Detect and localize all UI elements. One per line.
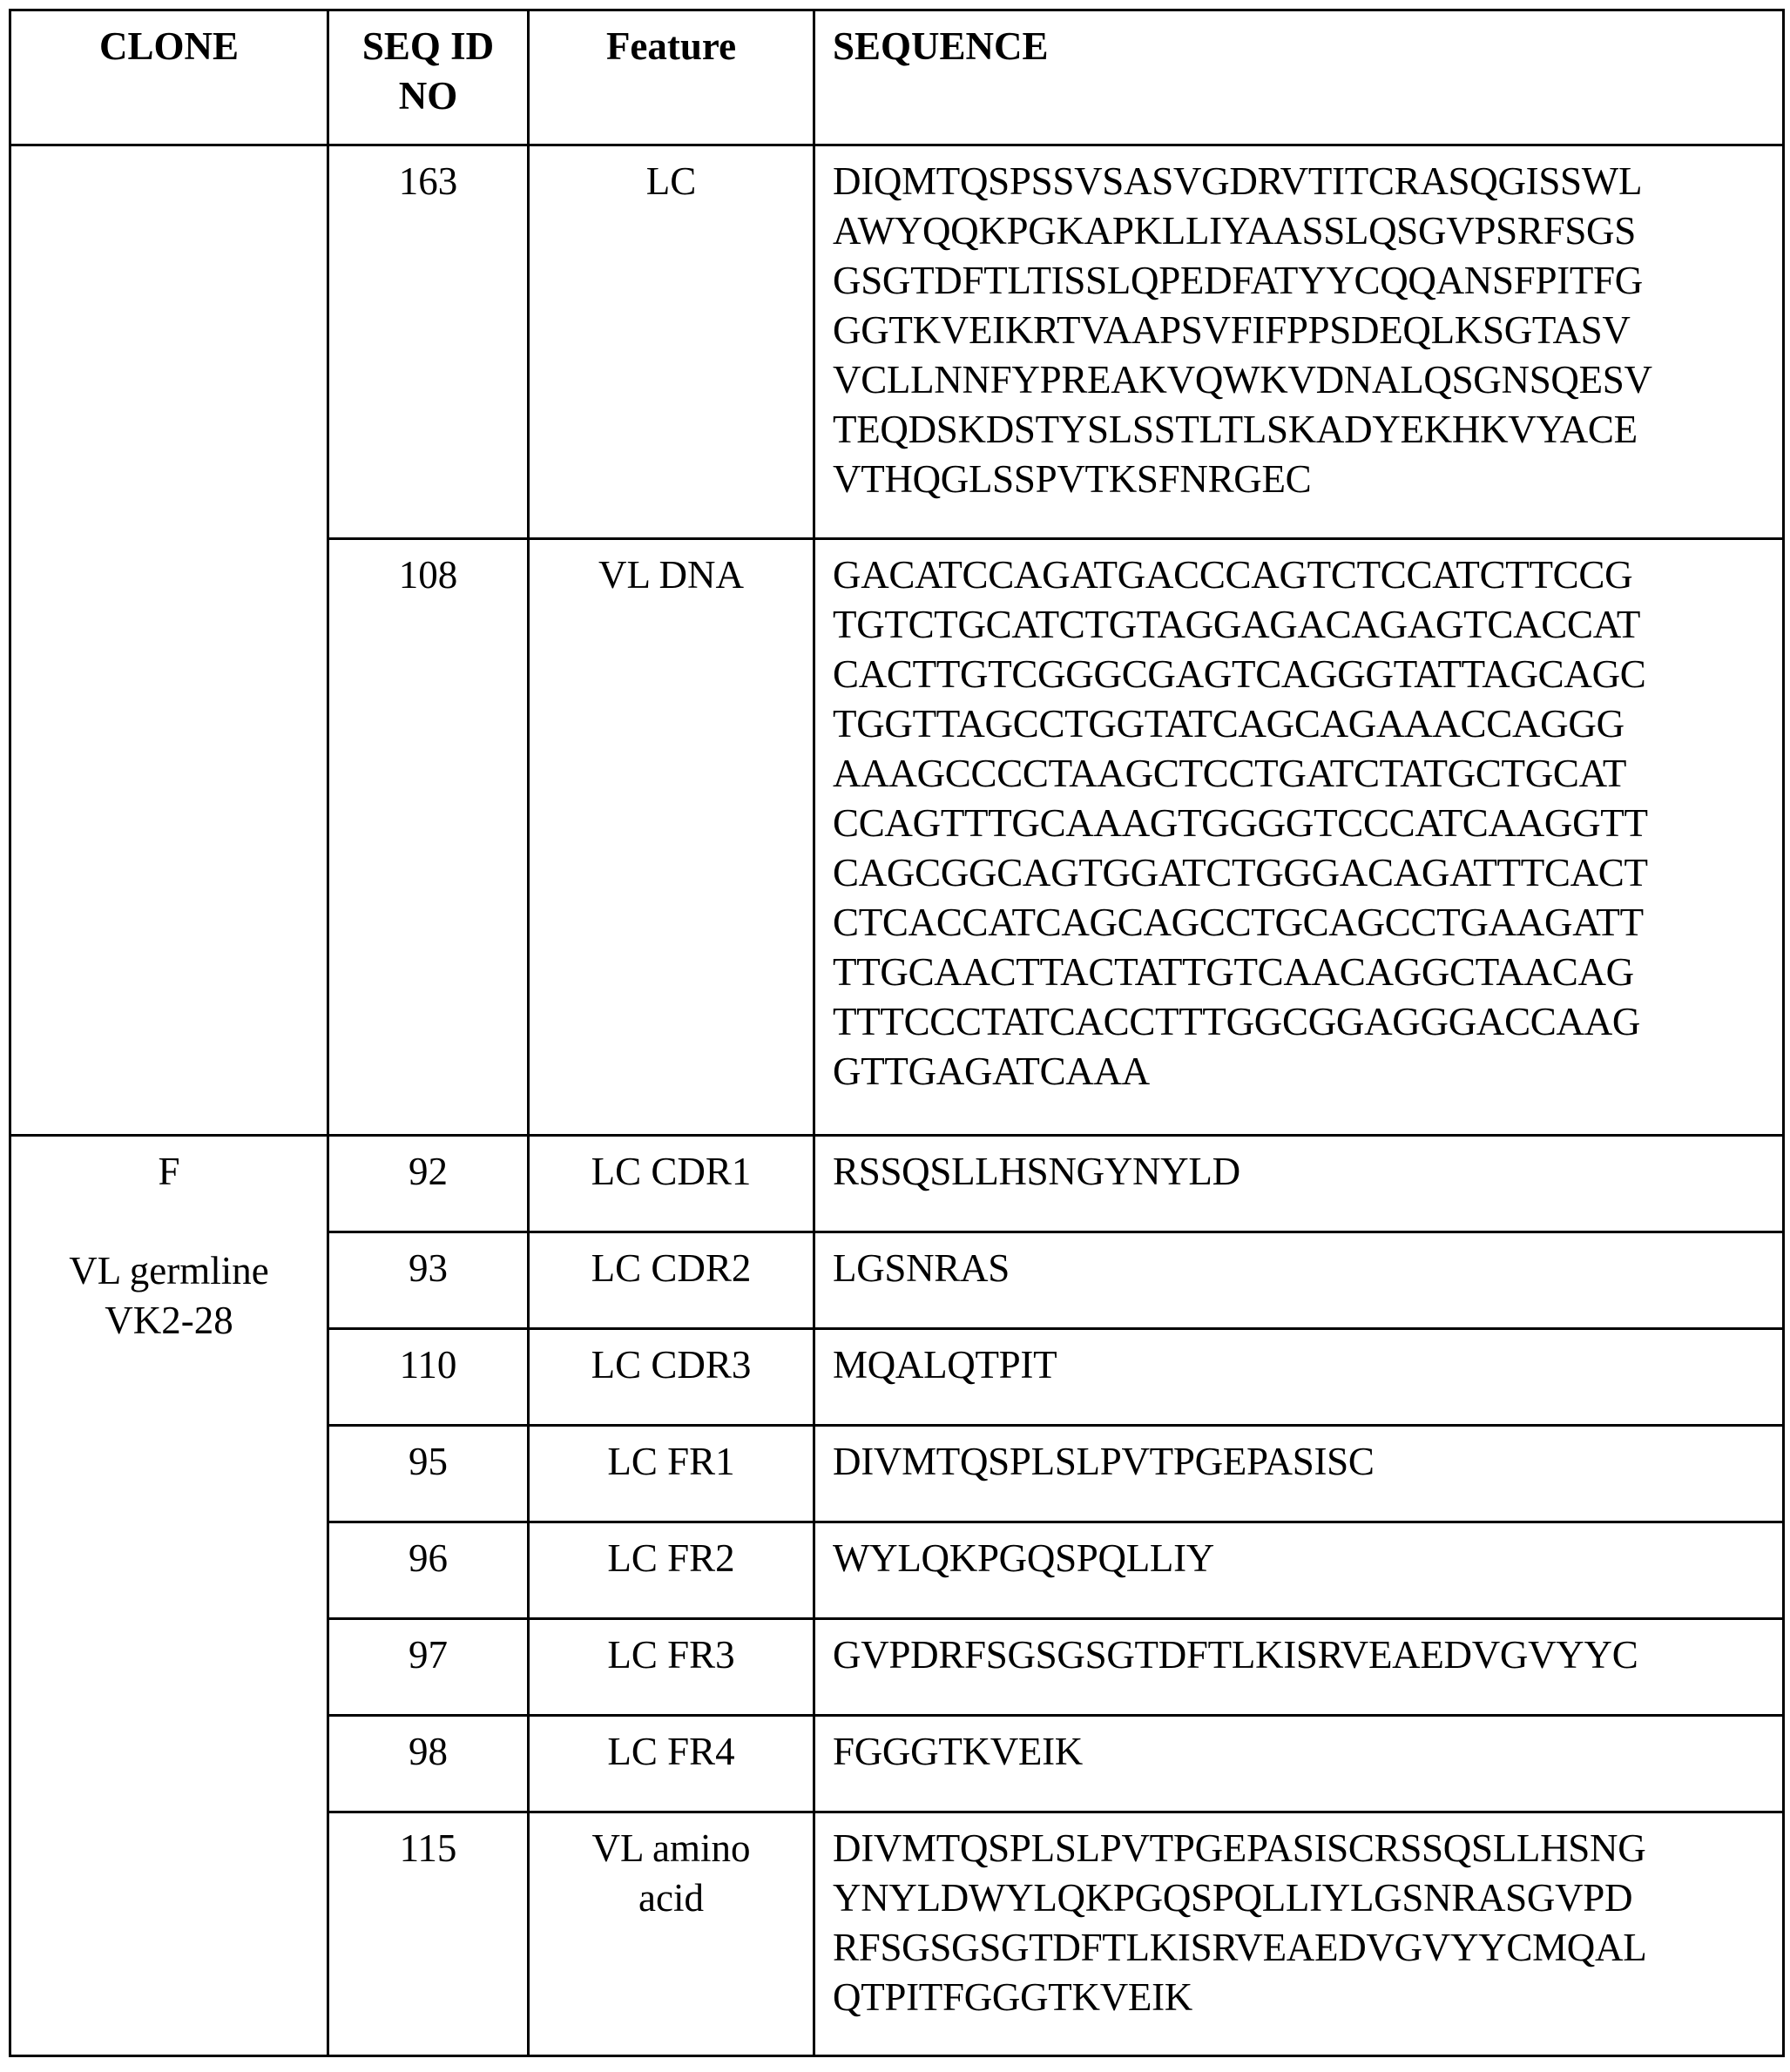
table-row [10,145,1784,539]
header-seq-id: SEQ ID NO [328,10,529,145]
sequence-line: CTCACCATCAGCAGCCTGCAGCCTGAAGATT [833,901,1644,944]
sequence-line: VTHQGLSSPVTKSFNRGEC [833,457,1312,501]
seq-id-cell: 97 [328,1619,529,1716]
feature-line: VL amino [591,1826,751,1870]
seq-id-cell: 96 [328,1522,529,1619]
feature-cell: LC CDR1 [529,1136,814,1232]
header-clone: CLONE [10,10,328,145]
clone-name: F [158,1150,180,1193]
seq-id-cell: 108 [328,539,529,1136]
feature-cell: LC FR1 [529,1426,814,1522]
clone-germline-id: VK2-28 [105,1299,233,1342]
clone-cell-f [10,1136,328,2056]
sequence-line: GTTGAGATCAAA [833,1049,1150,1093]
feature-cell: LC FR2 [529,1522,814,1619]
seq-id-cell: 95 [328,1426,529,1522]
table-row [10,1136,1784,1232]
sequence-cell: GVPDRFSGSGSGTDFTLKISRVEAEDVGVYYC [814,1619,1784,1716]
sequence-cell: LGSNRAS [814,1232,1784,1329]
seq-id-cell: 110 [328,1329,529,1426]
clone-germline: VL germline [69,1249,269,1292]
sequence-cell [814,539,1784,1136]
sequence-line: TTGCAACTTACTATTGTCAACAGGCTAACAG [833,950,1634,994]
sequence-line: CAGCGGCAGTGGATCTGGGACAGATTTCACT [833,851,1648,894]
feature-cell [529,1812,814,2056]
sequence-line: QTPITFGGGTKVEIK [833,1975,1192,2019]
header-sequence: SEQUENCE [814,10,1784,145]
clone-cell-empty [10,145,328,1136]
sequence-cell: MQALQTPIT [814,1329,1784,1426]
sequence-cell [814,1812,1784,2056]
sequence-line: AAAGCCCCTAAGCTCCTGATCTATGCTGCAT [833,752,1627,795]
sequence-table [9,9,1785,2057]
feature-cell: LC CDR3 [529,1329,814,1426]
sequence-line: TGGTTAGCCTGGTATCAGCAGAAACCAGGG [833,702,1625,746]
sequence-line: TGTCTGCATCTGTAGGAGACAGAGTCACCAT [833,603,1641,646]
header-feature: Feature [529,10,814,145]
sequence-cell: DIVMTQSPLSLPVTPGEPASISC [814,1426,1784,1522]
sequence-line: DIVMTQSPLSLPVTPGEPASISCRSSQSLLHSNG [833,1826,1646,1870]
header-row [10,10,1784,145]
sequence-line: GACATCCAGATGACCCAGTCTCCATCTTCCG [833,553,1633,597]
sequence-line: CACTTGTCGGGCGAGTCAGGGTATTAGCAGC [833,652,1646,696]
seq-id-cell: 92 [328,1136,529,1232]
feature-cell: LC CDR2 [529,1232,814,1329]
sequence-cell: WYLQKPGQSPQLLIY [814,1522,1784,1619]
feature-cell: LC [529,145,814,539]
sequence-line: CCAGTTTGCAAAGTGGGGTCCCATCAAGGTT [833,801,1648,845]
seq-id-cell: 163 [328,145,529,539]
sequence-line: YNYLDWYLQKPGQSPQLLIYLGSNRASGVPD [833,1876,1633,1920]
seq-id-cell: 115 [328,1812,529,2056]
sequence-cell: FGGGTKVEIK [814,1716,1784,1812]
sequence-line: AWYQQKPGKAPKLLIYAASSLQSGVPSRFSGS [833,209,1636,253]
feature-cell: VL DNA [529,539,814,1136]
sequence-line: GSGTDFTLTISSLQPEDFATYYCQQANSFPITFG [833,259,1643,302]
feature-cell: LC FR3 [529,1619,814,1716]
feature-cell: LC FR4 [529,1716,814,1812]
sequence-line: GGTKVEIKRTVAAPSVFIFPPSDEQLKSGTASV [833,308,1631,352]
sequence-line: TEQDSKDSTYSLSSTLTLSKADYEKHKVYACE [833,408,1638,451]
sequence-line: RFSGSGSGTDFTLKISRVEAEDVGVYYCMQAL [833,1926,1647,1969]
sequence-line: VCLLNNFYPREAKVQWKVDNALQSGNSQESV [833,358,1652,402]
feature-line: acid [638,1876,704,1920]
sequence-line: DIQMTQSPSSVSASVGDRVTITCRASQGISSWL [833,159,1643,203]
sequence-line: TTTCCCTATCACCTTTGGCGGAGGGACCAAG [833,1000,1641,1043]
sequence-cell: RSSQSLLHSNGYNYLD [814,1136,1784,1232]
sequence-cell [814,145,1784,539]
seq-id-cell: 98 [328,1716,529,1812]
seq-id-cell: 93 [328,1232,529,1329]
